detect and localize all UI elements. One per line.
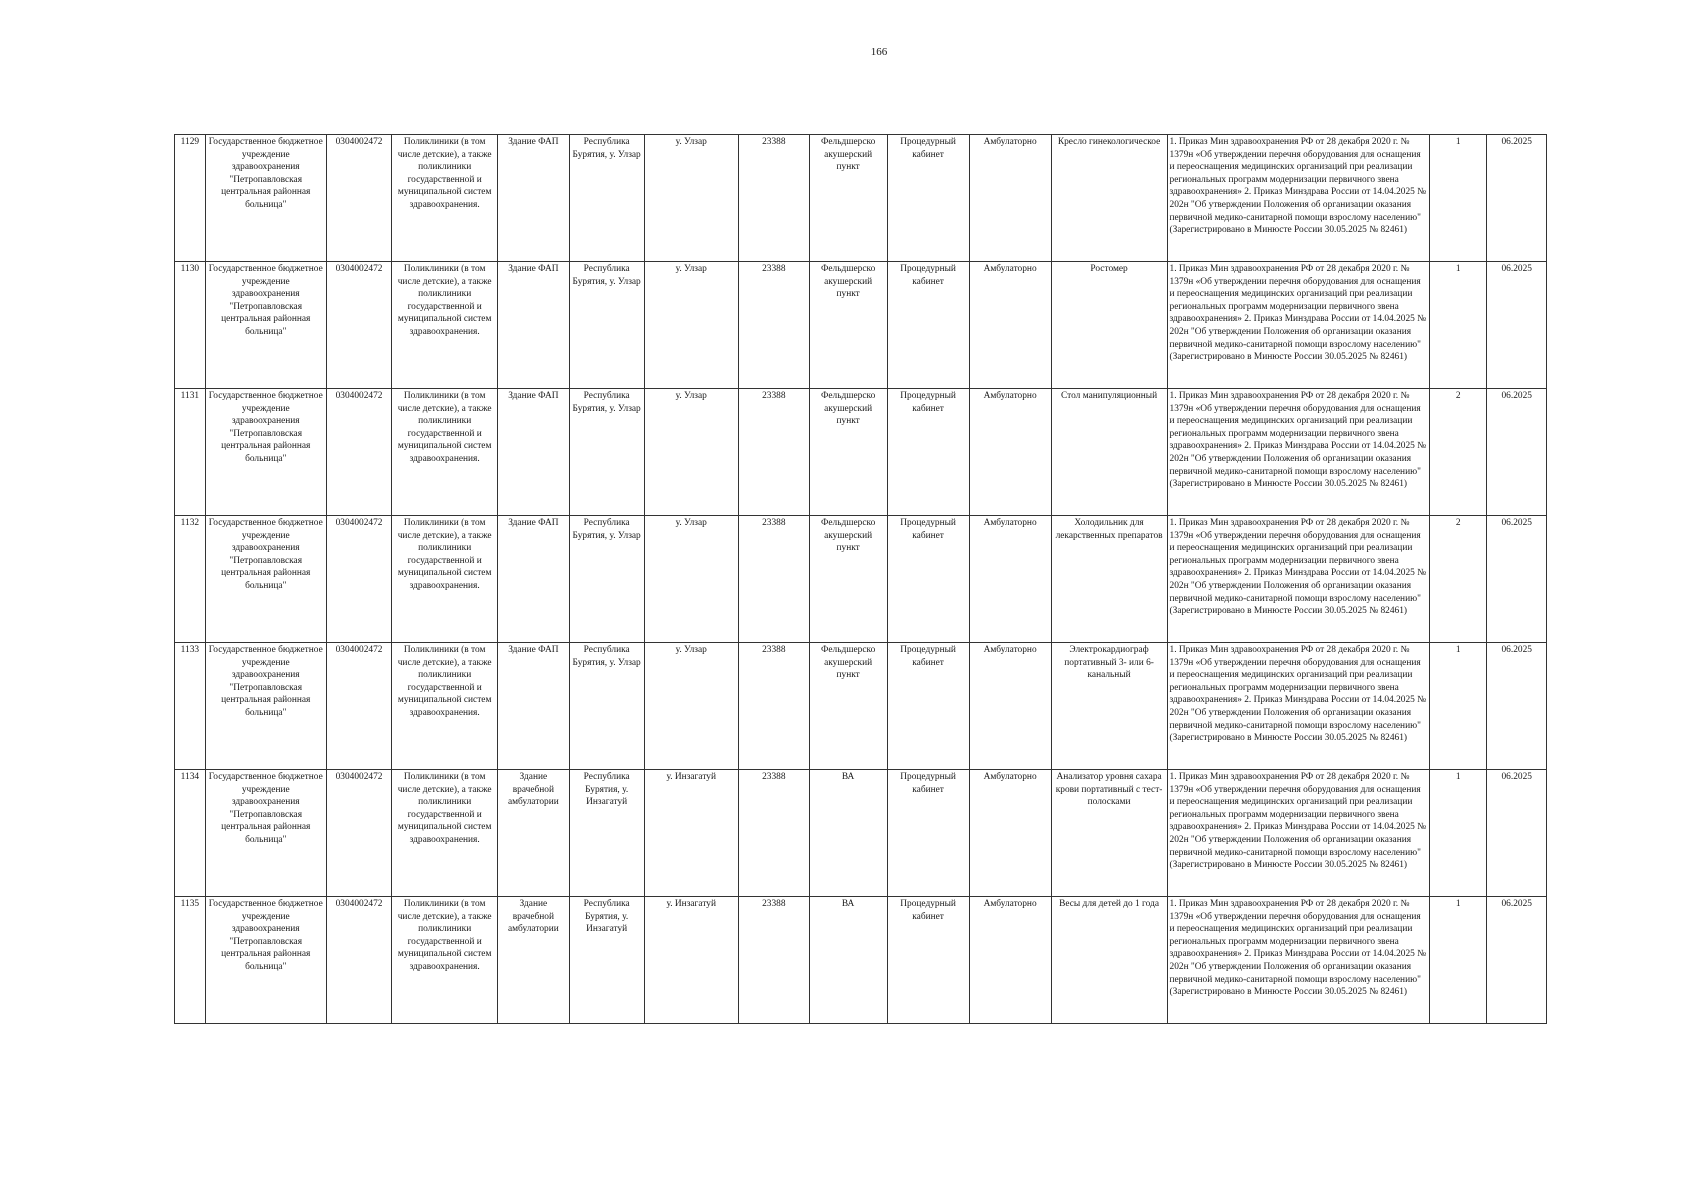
settlement-cell: у. Улзар bbox=[644, 516, 738, 643]
date-cell: 06.2025 bbox=[1487, 135, 1547, 262]
equipment-cell: Электрокардиограф портативный 3- или 6-канальный bbox=[1051, 643, 1167, 770]
basis-cell: 1. Приказ Мин здравоохранения РФ от 28 декабря 2020 г. № 1379н «Об утверждении перечня оборудования для оснащения и переоснащения медицинских организаций при реализации региональных программ модернизации первичного звена здравоохранения» 2. Приказ Минздрава России от 14.04.2025 № 202н "Об утверждении Положения об организации оказания первичной медико-санитарной помощи взрослому населению" (Зарегистрировано в Минюсте России 30.05.2025 № 82461) bbox=[1167, 262, 1430, 389]
code-cell: 23388 bbox=[738, 135, 809, 262]
room-cell: Процедурный кабинет bbox=[887, 135, 969, 262]
room-cell: Процедурный кабинет bbox=[887, 516, 969, 643]
building-cell: Здание ФАП bbox=[497, 643, 569, 770]
row-number: 1130 bbox=[175, 262, 206, 389]
code-cell: 23388 bbox=[738, 262, 809, 389]
basis-cell: 1. Приказ Мин здравоохранения РФ от 28 декабря 2020 г. № 1379н «Об утверждении перечня оборудования для оснащения и переоснащения медицинских организаций при реализации региональных программ модернизации первичного звена здравоохранения» 2. Приказ Минздрава России от 14.04.2025 № 202н "Об утверждении Положения об организации оказания первичной медико-санитарной помощи взрослому населению" (Зарегистрировано в Минюсте России 30.05.2025 № 82461) bbox=[1167, 897, 1430, 1024]
address-cell: Республика Бурятия, у. Инзагатуй bbox=[569, 897, 644, 1024]
unit-cell: Фельдшерско акушерский пункт bbox=[809, 516, 887, 643]
equipment-cell: Холодильник для лекарственных препаратов bbox=[1051, 516, 1167, 643]
facility-type-cell: Поликлиники (в том числе детские), а также поликлиники государственной и муниципальной систем здравоохранения. bbox=[392, 643, 498, 770]
inn-cell: 0304002472 bbox=[326, 516, 392, 643]
row-number: 1134 bbox=[175, 770, 206, 897]
quantity-cell: 1 bbox=[1430, 135, 1487, 262]
address-cell: Республика Бурятия, у. Улзар bbox=[569, 389, 644, 516]
row-number: 1133 bbox=[175, 643, 206, 770]
basis-cell: 1. Приказ Мин здравоохранения РФ от 28 декабря 2020 г. № 1379н «Об утверждении перечня оборудования для оснащения и переоснащения медицинских организаций при реализации региональных программ модернизации первичного звена здравоохранения» 2. Приказ Минздрава России от 14.04.2025 № 202н "Об утверждении Положения об организации оказания первичной медико-санитарной помощи взрослому населению" (Зарегистрировано в Минюсте России 30.05.2025 № 82461) bbox=[1167, 389, 1430, 516]
code-cell: 23388 bbox=[738, 770, 809, 897]
table-row bbox=[175, 516, 1547, 643]
unit-cell: ВА bbox=[809, 897, 887, 1024]
organization-cell: Государственное бюджетное учреждение здравоохранения "Петропавловская центральная районная больница" bbox=[205, 389, 326, 516]
room-cell: Процедурный кабинет bbox=[887, 897, 969, 1024]
code-cell: 23388 bbox=[738, 389, 809, 516]
equipment-table bbox=[174, 134, 1547, 1024]
date-cell: 06.2025 bbox=[1487, 516, 1547, 643]
settlement-cell: у. Инзагатуй bbox=[644, 897, 738, 1024]
mode-cell: Амбулаторно bbox=[969, 516, 1051, 643]
settlement-cell: у. Улзар bbox=[644, 643, 738, 770]
organization-cell: Государственное бюджетное учреждение здравоохранения "Петропавловская центральная районная больница" bbox=[205, 262, 326, 389]
facility-type-cell: Поликлиники (в том числе детские), а также поликлиники государственной и муниципальной систем здравоохранения. bbox=[392, 516, 498, 643]
equipment-cell: Анализатор уровня сахара крови портативный с тест-полосками bbox=[1051, 770, 1167, 897]
basis-cell: 1. Приказ Мин здравоохранения РФ от 28 декабря 2020 г. № 1379н «Об утверждении перечня оборудования для оснащения и переоснащения медицинских организаций при реализации региональных программ модернизации первичного звена здравоохранения» 2. Приказ Минздрава России от 14.04.2025 № 202н "Об утверждении Положения об организации оказания первичной медико-санитарной помощи взрослому населению" (Зарегистрировано в Минюсте России 30.05.2025 № 82461) bbox=[1167, 770, 1430, 897]
facility-type-cell: Поликлиники (в том числе детские), а также поликлиники государственной и муниципальной систем здравоохранения. bbox=[392, 389, 498, 516]
unit-cell: Фельдшерско акушерский пункт bbox=[809, 389, 887, 516]
quantity-cell: 1 bbox=[1430, 897, 1487, 1024]
code-cell: 23388 bbox=[738, 897, 809, 1024]
equipment-cell: Ростомер bbox=[1051, 262, 1167, 389]
basis-cell: 1. Приказ Мин здравоохранения РФ от 28 декабря 2020 г. № 1379н «Об утверждении перечня оборудования для оснащения и переоснащения медицинских организаций при реализации региональных программ модернизации первичного звена здравоохранения» 2. Приказ Минздрава России от 14.04.2025 № 202н "Об утверждении Положения об организации оказания первичной медико-санитарной помощи взрослому населению" (Зарегистрировано в Минюсте России 30.05.2025 № 82461) bbox=[1167, 643, 1430, 770]
address-cell: Республика Бурятия, у. Улзар bbox=[569, 516, 644, 643]
inn-cell: 0304002472 bbox=[326, 389, 392, 516]
table-row bbox=[175, 897, 1547, 1024]
facility-type-cell: Поликлиники (в том числе детские), а также поликлиники государственной и муниципальной систем здравоохранения. bbox=[392, 135, 498, 262]
mode-cell: Амбулаторно bbox=[969, 897, 1051, 1024]
row-number: 1132 bbox=[175, 516, 206, 643]
unit-cell: ВА bbox=[809, 770, 887, 897]
building-cell: Здание ФАП bbox=[497, 135, 569, 262]
table-row bbox=[175, 770, 1547, 897]
quantity-cell: 2 bbox=[1430, 516, 1487, 643]
unit-cell: Фельдшерско акушерский пункт bbox=[809, 135, 887, 262]
room-cell: Процедурный кабинет bbox=[887, 643, 969, 770]
facility-type-cell: Поликлиники (в том числе детские), а также поликлиники государственной и муниципальной систем здравоохранения. bbox=[392, 262, 498, 389]
date-cell: 06.2025 bbox=[1487, 643, 1547, 770]
quantity-cell: 1 bbox=[1430, 262, 1487, 389]
table-row bbox=[175, 643, 1547, 770]
mode-cell: Амбулаторно bbox=[969, 389, 1051, 516]
settlement-cell: у. Улзар bbox=[644, 135, 738, 262]
organization-cell: Государственное бюджетное учреждение здравоохранения "Петропавловская центральная районная больница" bbox=[205, 770, 326, 897]
organization-cell: Государственное бюджетное учреждение здравоохранения "Петропавловская центральная районная больница" bbox=[205, 516, 326, 643]
mode-cell: Амбулаторно bbox=[969, 643, 1051, 770]
building-cell: Здание ФАП bbox=[497, 389, 569, 516]
facility-type-cell: Поликлиники (в том числе детские), а также поликлиники государственной и муниципальной систем здравоохранения. bbox=[392, 897, 498, 1024]
organization-cell: Государственное бюджетное учреждение здравоохранения "Петропавловская центральная районная больница" bbox=[205, 643, 326, 770]
date-cell: 06.2025 bbox=[1487, 770, 1547, 897]
code-cell: 23388 bbox=[738, 516, 809, 643]
date-cell: 06.2025 bbox=[1487, 389, 1547, 516]
room-cell: Процедурный кабинет bbox=[887, 389, 969, 516]
mode-cell: Амбулаторно bbox=[969, 262, 1051, 389]
row-number: 1135 bbox=[175, 897, 206, 1024]
inn-cell: 0304002472 bbox=[326, 135, 392, 262]
inn-cell: 0304002472 bbox=[326, 770, 392, 897]
page-number: 166 bbox=[870, 46, 888, 58]
address-cell: Республика Бурятия, у. Улзар bbox=[569, 135, 644, 262]
equipment-cell: Кресло гинекологическое bbox=[1051, 135, 1167, 262]
settlement-cell: у. Улзар bbox=[644, 262, 738, 389]
row-number: 1131 bbox=[175, 389, 206, 516]
building-cell: Здание врачебной амбулатории bbox=[497, 897, 569, 1024]
table-row bbox=[175, 135, 1547, 262]
quantity-cell: 1 bbox=[1430, 643, 1487, 770]
organization-cell: Государственное бюджетное учреждение здравоохранения "Петропавловская центральная районная больница" bbox=[205, 897, 326, 1024]
address-cell: Республика Бурятия, у. Инзагатуй bbox=[569, 770, 644, 897]
date-cell: 06.2025 bbox=[1487, 262, 1547, 389]
table-row bbox=[175, 262, 1547, 389]
building-cell: Здание ФАП bbox=[497, 516, 569, 643]
unit-cell: Фельдшерско акушерский пункт bbox=[809, 643, 887, 770]
address-cell: Республика Бурятия, у. Улзар bbox=[569, 643, 644, 770]
code-cell: 23388 bbox=[738, 643, 809, 770]
settlement-cell: у. Улзар bbox=[644, 389, 738, 516]
mode-cell: Амбулаторно bbox=[969, 770, 1051, 897]
date-cell: 06.2025 bbox=[1487, 897, 1547, 1024]
room-cell: Процедурный кабинет bbox=[887, 262, 969, 389]
equipment-cell: Весы для детей до 1 года bbox=[1051, 897, 1167, 1024]
table-row bbox=[175, 389, 1547, 516]
address-cell: Республика Бурятия, у. Улзар bbox=[569, 262, 644, 389]
building-cell: Здание ФАП bbox=[497, 262, 569, 389]
inn-cell: 0304002472 bbox=[326, 897, 392, 1024]
settlement-cell: у. Инзагатуй bbox=[644, 770, 738, 897]
facility-type-cell: Поликлиники (в том числе детские), а также поликлиники государственной и муниципальной систем здравоохранения. bbox=[392, 770, 498, 897]
inn-cell: 0304002472 bbox=[326, 262, 392, 389]
quantity-cell: 1 bbox=[1430, 770, 1487, 897]
unit-cell: Фельдшерско акушерский пункт bbox=[809, 262, 887, 389]
mode-cell: Амбулаторно bbox=[969, 135, 1051, 262]
room-cell: Процедурный кабинет bbox=[887, 770, 969, 897]
organization-cell: Государственное бюджетное учреждение здравоохранения "Петропавловская центральная районная больница" bbox=[205, 135, 326, 262]
basis-cell: 1. Приказ Мин здравоохранения РФ от 28 декабря 2020 г. № 1379н «Об утверждении перечня оборудования для оснащения и переоснащения медицинских организаций при реализации региональных программ модернизации первичного звена здравоохранения» 2. Приказ Минздрава России от 14.04.2025 № 202н "Об утверждении Положения об организации оказания первичной медико-санитарной помощи взрослому населению" (Зарегистрировано в Минюсте России 30.05.2025 № 82461) bbox=[1167, 516, 1430, 643]
equipment-cell: Стол манипуляционный bbox=[1051, 389, 1167, 516]
building-cell: Здание врачебной амбулатории bbox=[497, 770, 569, 897]
row-number: 1129 bbox=[175, 135, 206, 262]
basis-cell: 1. Приказ Мин здравоохранения РФ от 28 декабря 2020 г. № 1379н «Об утверждении перечня оборудования для оснащения и переоснащения медицинских организаций при реализации региональных программ модернизации первичного звена здравоохранения» 2. Приказ Минздрава России от 14.04.2025 № 202н "Об утверждении Положения об организации оказания первичной медико-санитарной помощи взрослому населению" (Зарегистрировано в Минюсте России 30.05.2025 № 82461) bbox=[1167, 135, 1430, 262]
quantity-cell: 2 bbox=[1430, 389, 1487, 516]
inn-cell: 0304002472 bbox=[326, 643, 392, 770]
